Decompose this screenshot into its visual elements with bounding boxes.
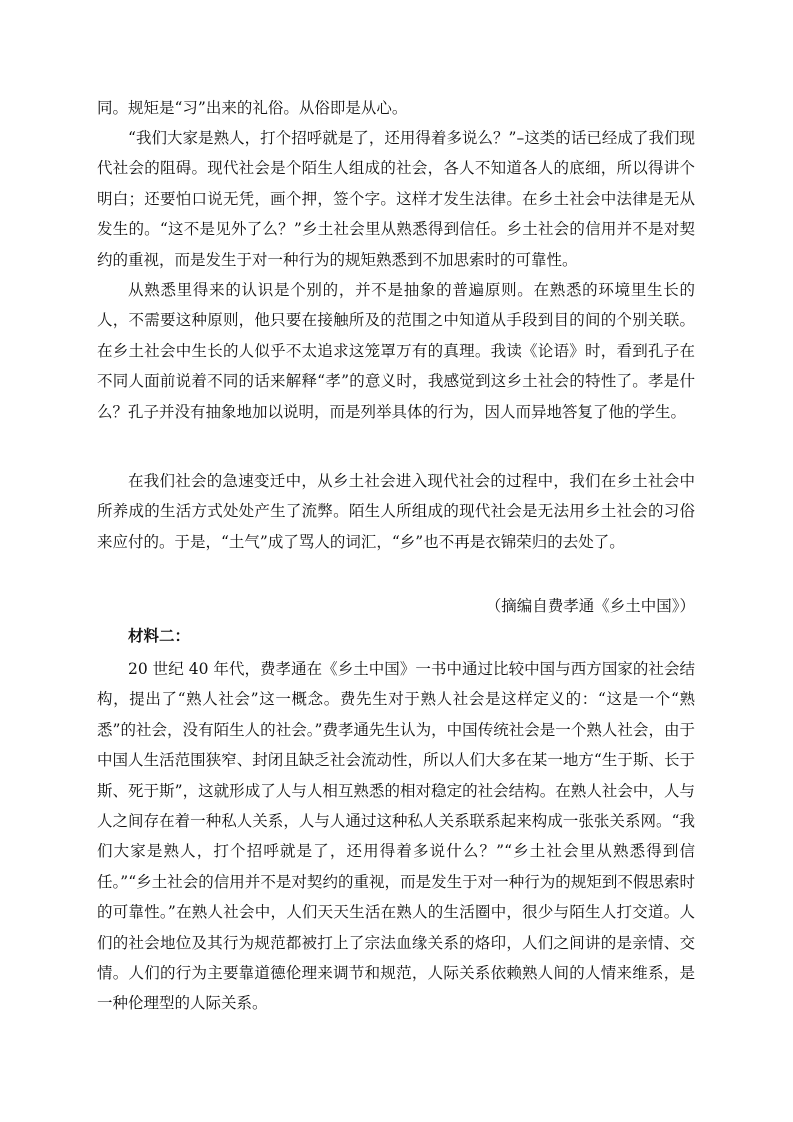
source-citation: （摘编自费孝通《乡土中国》） (485, 597, 695, 615)
paragraph-acquaintance-society: 20 世纪 40 年代，费孝通在《乡土中国》一书中通过比较中国与西方国家的社会结构，提出了“熟人社会”这一概念。费先生对于熟人社会是这样定义的：“这是一个“熟悉”的社会，没有陌生人的社会。”费孝通先生认为，中国传统社会是一个熟人社会，由于中国人生活范围狭窄、封闭且缺乏社会流动性，所以人们大多在某一地方“生于斯、长于斯、死于斯”，这就形成了人与人相互熟悉的相对稳定的社会结构。在熟人社会中，人与人之间存在着一种私人关系，人与人通过这种私人关系联系起来构成一张张关系网。“我们大家是熟人，打个招呼就是了，还用得着多说什么？”“乡土社会里从熟悉得到信任。”“乡土社会的信用并不是对契约的重视，而是发生于对一种行为的规矩到不假思索时的可靠性。”在熟人社会中，人们天天生活在熟人的生活圈中，很少与陌生人打交道。人们的社会地位及其行为规范都被打上了宗法血缘关系的烙印，人们之间讲的是亲情、交情。人们的行为主要靠道德伦理来调节和规范，人际关系依赖熟人间的人情来维系，是一种伦理型的人际关系。 (97, 660, 695, 1013)
paragraph-continuation: 同。规矩是“习”出来的礼俗。从俗即是从心。 (97, 99, 408, 117)
material-two-heading: 材料二： (128, 626, 191, 645)
paragraph-familiarity: 从熟悉里得来的认识是个别的，并不是抽象的普遍原则。在熟悉的环境里生长的人，不需要这种原则，他只要在接触所及的范围之中知道从手段到目的间的个别关联。在乡土社会中生长的人似乎不太追求这笼罩万有的真理。我读《论语》时，看到孔子在不同人面前说着不同的话来解释“孝”的意义时，我感觉到这乡土社会的特性了。孝是什么？孔子并没有抽象地加以说明，而是列举具体的行为，因人而异地答复了他的学生。 (97, 281, 695, 421)
paragraph-modern-society: “我们大家是熟人，打个招呼就是了，还用得着多说么？”–这类的话已经成了我们现代社会的阻碍。现代社会是个陌生人组成的社会，各人不知道各人的底细，所以得讲个明白；还要怕口说无凭，画个押，签个字。这样才发生法律。在乡土社会中法律是无从发生的。“这不是见外了么？”乡土社会里从熟悉得到信任。乡土社会的信用并不是对契约的重视，而是发生于对一种行为的规矩熟悉到不加思索时的可靠性。 (97, 129, 695, 269)
paragraph-change: 在我们社会的急速变迁中，从乡土社会进入现代社会的过程中，我们在乡土社会中所养成的生活方式处处产生了流弊。陌生人所组成的现代社会是无法用乡土社会的习俗来应付的。于是，“土气”成了骂人的词汇，“乡”也不再是衣锦荣归的去处了。 (97, 472, 695, 551)
